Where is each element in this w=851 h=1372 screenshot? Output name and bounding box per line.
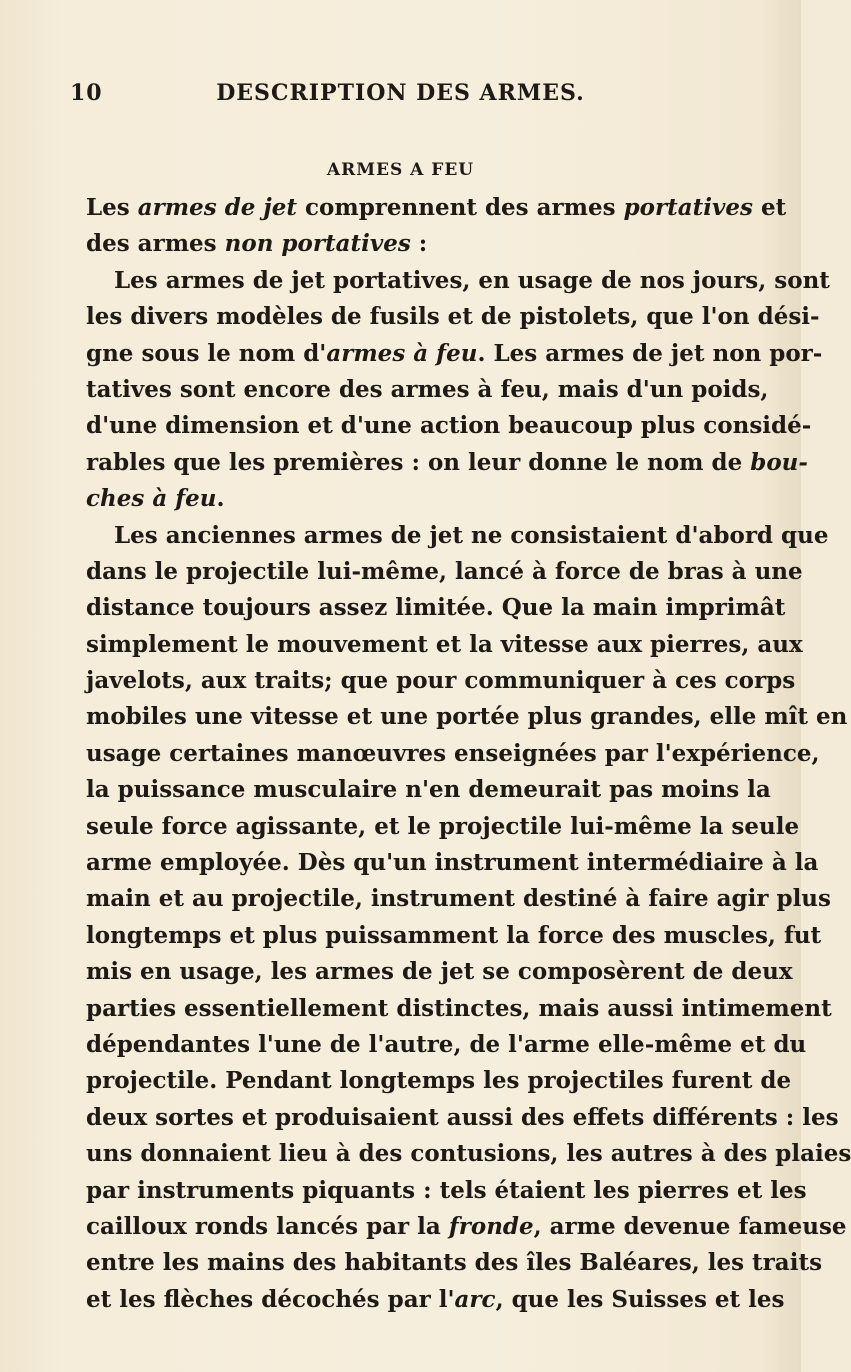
text-line	[86, 736, 820, 772]
text-line	[86, 1063, 792, 1099]
text-segment: les divers modèles de fusils et de pistolets, que l'on dési-	[86, 303, 820, 331]
text-segment: usage certaines manœuvres enseignées par l'expérience,	[86, 739, 820, 767]
text-segment: arme employée. Dès qu'un instrument intermédiaire à la	[86, 849, 819, 877]
text-line	[86, 991, 832, 1027]
text-segment: .	[216, 485, 225, 513]
text-segment: rables que les premières : on leur donne le nom de	[86, 448, 751, 476]
section-title: ARMES A FEU	[326, 160, 475, 180]
italic-text: armes de jet	[137, 194, 298, 221]
text-line	[86, 845, 819, 881]
body-text	[86, 190, 851, 1318]
text-line	[86, 408, 812, 444]
text-line	[86, 190, 787, 226]
text-segment: distance toujours assez limitée. Que la main imprimât	[86, 594, 786, 622]
text-segment: dans le projectile lui-même, lancé à force de bras à une	[86, 557, 803, 585]
text-segment: main et au projectile, instrument destiné à faire agir plus	[86, 885, 831, 913]
text-line	[86, 518, 829, 554]
text-segment: simplement le mouvement et la vitesse aux pierres, aux	[86, 630, 803, 658]
text-segment: Les	[86, 194, 138, 221]
text-segment: seule force agissante, et le projectile lui-même la seule	[86, 812, 800, 840]
text-segment: cailloux ronds lancés par la	[86, 1212, 449, 1240]
italic-text: fronde	[448, 1212, 534, 1240]
text-segment: . Les armes de jet non por-	[477, 339, 823, 367]
page-header	[0, 80, 801, 116]
text-line	[86, 1027, 807, 1063]
italic-text: bou-	[750, 448, 808, 476]
text-line	[86, 772, 771, 808]
text-line	[86, 481, 718, 517]
text-line	[86, 954, 793, 990]
text-line	[86, 1245, 823, 1281]
text-segment: par instruments piquants : tels étaient les pierres et les	[86, 1176, 807, 1204]
italic-text: arc	[454, 1285, 496, 1313]
text-line	[86, 336, 823, 372]
text-segment: , que les Suisses et les	[495, 1285, 785, 1313]
text-line	[86, 1209, 847, 1245]
text-line	[86, 226, 718, 262]
italic-text: portatives	[623, 194, 753, 221]
text-line	[86, 590, 786, 626]
text-segment: entre les mains des habitants des îles Baléares, les traits	[86, 1249, 823, 1277]
text-line	[86, 881, 831, 917]
text-segment: mobiles une vitesse et une portée plus grandes, elle mît en	[86, 703, 848, 731]
italic-text: ches à feu	[86, 485, 217, 513]
text-line	[86, 627, 803, 663]
text-segment: javelots, aux traits; que pour communiquer à ces corps	[86, 667, 796, 695]
text-segment: :	[410, 230, 428, 258]
text-segment: projectile. Pendant longtemps les projectiles furent de	[86, 1067, 792, 1095]
text-line	[86, 663, 796, 699]
text-line	[86, 554, 803, 590]
text-line	[86, 1136, 851, 1172]
text-segment: deux sortes et produisaient aussi des effets différents : les	[86, 1103, 839, 1131]
text-line	[86, 299, 820, 335]
text-segment: gne sous le nom d'	[86, 339, 327, 367]
italic-text: non portatives	[224, 230, 411, 258]
running-head: DESCRIPTION DES ARMES.	[216, 80, 585, 106]
text-line	[86, 699, 848, 735]
text-segment: et les flèches décochés par l'	[86, 1285, 455, 1313]
text-segment: et	[752, 194, 787, 221]
text-line	[86, 445, 808, 481]
text-segment: Les anciennes armes de jet ne consistaient d'abord que	[114, 521, 829, 549]
text-line	[86, 372, 769, 408]
text-line	[86, 918, 822, 954]
text-segment: longtemps et plus puissamment la force des muscles, fut	[86, 921, 822, 949]
text-segment: la puissance musculaire n'en demeurait pas moins la	[86, 776, 771, 804]
text-line	[86, 1173, 807, 1209]
text-line	[86, 1100, 839, 1136]
text-segment: comprennent des armes	[297, 194, 624, 221]
text-segment: , arme devenue fameuse	[533, 1212, 847, 1240]
text-line	[86, 1282, 785, 1318]
text-segment: tatives sont encore des armes à feu, mais d'un poids,	[86, 375, 769, 403]
text-segment: d'une dimension et d'une action beaucoup plus considé-	[86, 412, 812, 440]
text-segment: mis en usage, les armes de jet se composèrent de deux	[86, 958, 793, 986]
text-line	[86, 809, 800, 845]
text-line	[86, 263, 830, 299]
page-number: 10	[70, 80, 103, 106]
text-segment: Les armes de jet portatives, en usage de nos jours, sont	[114, 266, 830, 294]
italic-text: armes à feu	[326, 339, 478, 367]
text-segment: uns donnaient lieu à des contusions, les autres à des plaies	[86, 1140, 851, 1168]
text-segment: des armes	[86, 230, 225, 258]
text-segment: dépendantes l'une de l'autre, de l'arme elle-même et du	[86, 1030, 807, 1058]
text-segment: parties essentiellement distinctes, mais aussi intimement	[86, 994, 832, 1022]
